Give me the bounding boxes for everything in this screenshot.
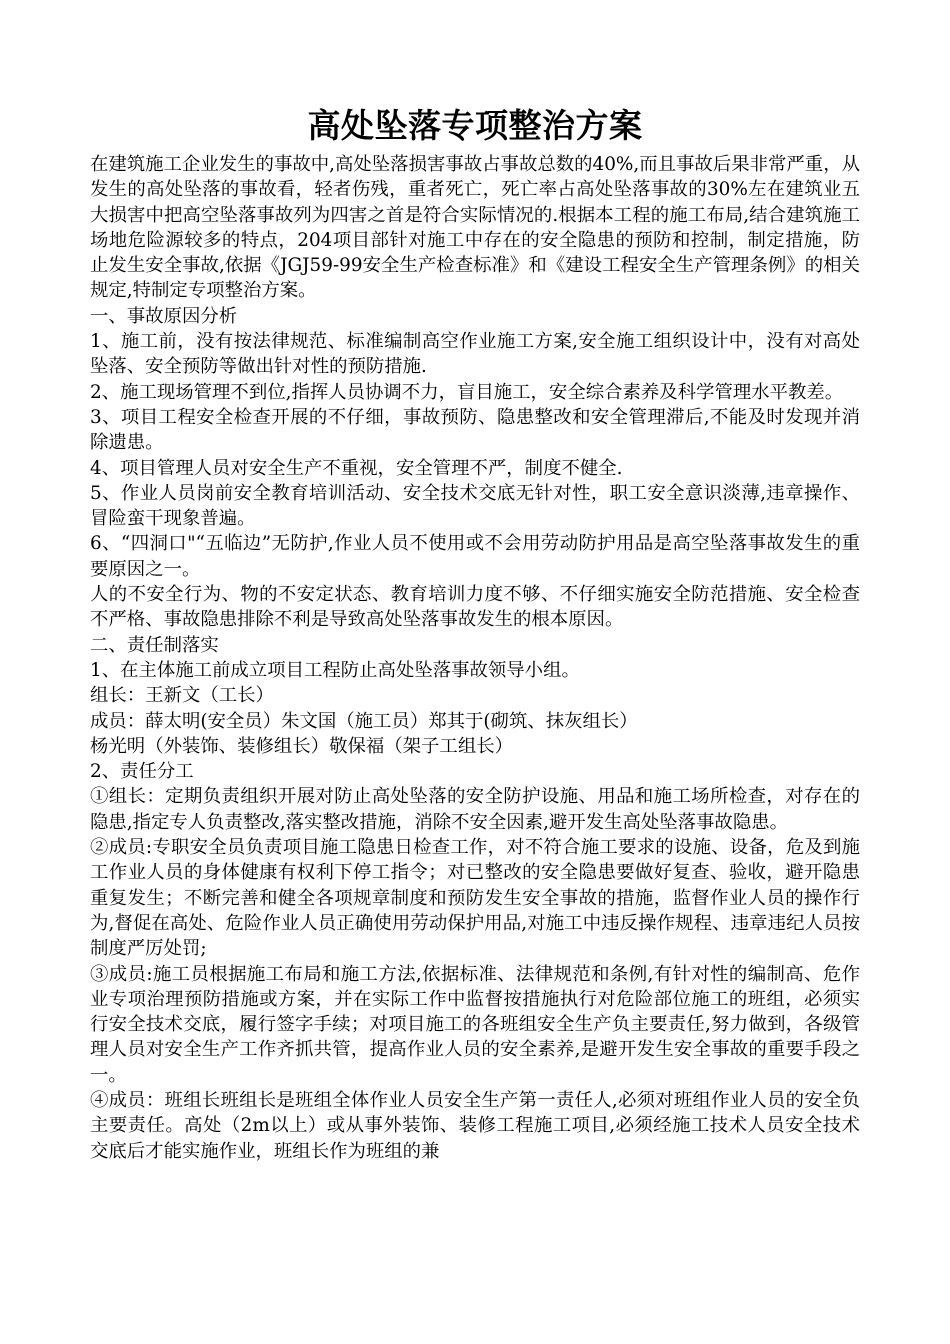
paragraph-intro: 在建筑施工企业发生的事故中,高处坠落损害事故占事故总数的40%,而且事故后果非常严重，从发生的高处坠落的事故看，轻者伤残，重者死亡，死亡率占高处坠落事故的30%左在建筑业五大损害中把高空坠落事故列为四害之首是符合实际情况的.根据本工程的施工布局,结合建筑施工场地危险源较多的特点，204项目部针对施工中存在的安全隐患的预防和控制，制定措施，防止发生安全事故,依据《JGJ59-99安全生产检查标准》和《建设工程安全生产管理条例》的相关规定,特制定专项整治方案。 xyxy=(90,154,860,302)
paragraph-team-members-cont: 杨光明（外装饰、装修组长）敬保福（架子工组长） xyxy=(90,735,513,757)
paragraph-cause-6: 6、“四洞口"“五临边”无防护,作业人员不使用或不会用劳动防护用品是高空坠落事故发生的重要原因之一。 xyxy=(90,533,860,580)
paragraph-duty-construction-officer: ③成员:施工员根据施工布局和施工方法,依据标准、法律规范和条例,有针对性的编制高、危作业专项治理预防措施或方案，并在实际工作中监督按措施执行对危险部位施工的班组，必须实行安全技术交底，履行签字手续；对项目施工的各班组安全生产负主要责任,努力做到，各级管理人员对安全生产工作齐抓共管，提高作业人员的安全素养,是避开发生安全事故的重要手段之一。 xyxy=(90,963,860,1086)
paragraph-cause-5: 5、作业人员岗前安全教育培训活动、安全技术交底无针对性，职工安全意识淡薄,违章操作、冒险蛮干现象普遍。 xyxy=(90,482,860,530)
paragraph-cause-1: 1、施工前，没有按法律规范、标准编制高空作业施工方案,安全施工组织设计中，没有对高处坠落、安全预防等做出针对性的预防措施. xyxy=(90,331,860,378)
paragraph-cause-3: 3、项目工程安全检查开展的不仔细，事故预防、隐患整改和安全管理滞后,不能及时发现并消除遗患。 xyxy=(90,406,860,454)
paragraph-team-members: 成员：薛太明(安全员）朱文国（施工员）郑其于(砌筑、抹灰组长） xyxy=(90,710,638,732)
paragraph-responsibility-1: 1、在主体施工前成立项目工程防止高处坠落事故领导小组。 xyxy=(90,659,580,681)
paragraph-responsibility-2: 2、责任分工 xyxy=(90,761,194,783)
section-heading-responsibility: 二、责任制落实 xyxy=(90,634,219,656)
paragraph-cause-2: 2、施工现场管理不到位,指挥人员协调不力，盲目施工，安全综合素养及科学管理水平教差。 xyxy=(90,381,844,403)
section-heading-cause-analysis: 一、事故原因分析 xyxy=(90,305,238,327)
document-title: 高处坠落专项整治方案 xyxy=(307,106,643,145)
document-body xyxy=(90,152,860,1164)
paragraph-cause-summary: 人的不安全行为、物的不安定状态、教育培训力度不够、不仔细实施安全防范措施、安全检查不严格、事故隐患排除不利是导致高处坠落事故发生的根本原因。 xyxy=(90,584,860,631)
paragraph-duty-safety-officer: ②成员:专职安全员负责项目施工隐患日检查工作，对不符合施工要求的设施、设备，危及到施工作业人员的身体健康有权利下停工指令；对已整改的安全隐患要做好复查、验收，避开隐患重复发生；不断完善和健全各项规章制度和预防发生安全事故的措施，监督作业人员的操作行为,督促在高处、危险作业人员正确使用劳动保护用品,对施工中违反操作规程、违章违纪人员按制度严厉处罚; xyxy=(90,837,860,960)
paragraph-duty-team-head: ④成员：班组长班组长是班组全体作业人员安全生产第一责任人,必须对班组作业人员的安全负主要责任。高处（2m以上）或从事外装饰、装修工程施工项目,必须经施工技术人员安全技术交底后才能实施作业，班组长作为班组的兼 xyxy=(90,1089,860,1162)
document-page xyxy=(90,100,860,1164)
paragraph-duty-leader: ①组长：定期负责组织开展对防止高处坠落的安全防护设施、用品和施工场所检查，对存在的隐患,指定专人负责整改,落实整改措施，消除不安全因素,避开发生高处坠落事故隐患。 xyxy=(90,786,860,833)
paragraph-cause-4: 4、项目管理人员对安全生产不重视，安全管理不严，制度不健全. xyxy=(90,457,623,479)
paragraph-team-leader: 组长：王新文（工长） xyxy=(90,685,274,707)
